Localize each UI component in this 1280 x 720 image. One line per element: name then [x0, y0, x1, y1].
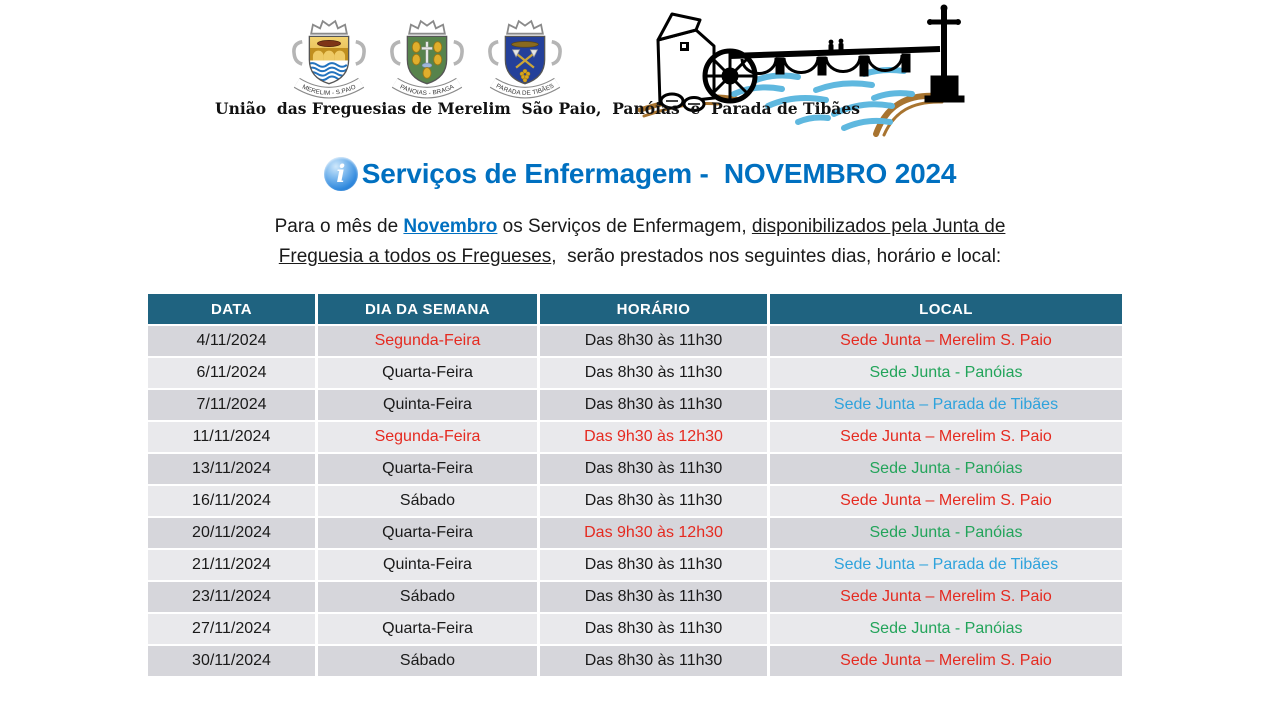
table-header-row [148, 294, 1122, 326]
cell-local: Sede Junta - Panóias [770, 358, 1122, 390]
cell-day: Sábado [318, 486, 540, 518]
cell-day: Quarta-Feira [318, 614, 540, 646]
cell-day: Quarta-Feira [318, 358, 540, 390]
table-row [148, 454, 1122, 486]
info-icon: i [324, 157, 358, 191]
cell-time: Das 8h30 às 11h30 [540, 646, 770, 678]
header [0, 0, 1280, 140]
intro-line-1: Para o mês de Novembro os Serviços de Enfermagem, disponibilizados pela Junta de [274, 216, 1006, 237]
crest-banner: PANOIAS - BRAGA [398, 83, 456, 97]
cell-local: Sede Junta – Merelim S. Paio [770, 422, 1122, 454]
cell-local: Sede Junta – Merelim S. Paio [770, 646, 1122, 678]
cell-date: 7/11/2024 [148, 390, 318, 422]
services-table-body [148, 326, 1122, 678]
table-row [148, 550, 1122, 582]
table-row [148, 326, 1122, 358]
cell-time: Das 8h30 às 11h30 [540, 358, 770, 390]
cell-day: Quarta-Feira [318, 454, 540, 486]
table-row [148, 422, 1122, 454]
parish-crests [282, 6, 572, 106]
cell-date: 27/11/2024 [148, 614, 318, 646]
cell-local: Sede Junta - Panóias [770, 518, 1122, 550]
table-row [148, 390, 1122, 422]
mill-bridge-illustration-icon [638, 2, 972, 140]
table-header-local: LOCAL [770, 294, 1122, 326]
cell-day: Sábado [318, 582, 540, 614]
cell-day: Segunda-Feira [318, 326, 540, 358]
cell-date: 4/11/2024 [148, 326, 318, 358]
title-row [0, 152, 1280, 196]
intro-line-2: Freguesia a todos os Fregueses, serão prestados nos seguintes dias, horário e local: [278, 246, 1002, 267]
cell-time: Das 9h30 às 12h30 [540, 518, 770, 550]
table-row [148, 582, 1122, 614]
cell-date: 6/11/2024 [148, 358, 318, 390]
crest-banner: PARADA DE TIBÃES [494, 82, 556, 97]
cell-time: Das 8h30 às 11h30 [540, 582, 770, 614]
cell-date: 11/11/2024 [148, 422, 318, 454]
mural-crown-icon [311, 21, 347, 34]
cell-time: Das 8h30 às 11h30 [540, 486, 770, 518]
cell-day: Sábado [318, 646, 540, 678]
cell-date: 21/11/2024 [148, 550, 318, 582]
cell-local: Sede Junta – Merelim S. Paio [770, 486, 1122, 518]
intro-paragraph [0, 212, 1280, 272]
cell-local: Sede Junta - Panóias [770, 454, 1122, 486]
mural-crown-icon [507, 21, 543, 34]
cell-date: 20/11/2024 [148, 518, 318, 550]
table-header-dia-da-semana: DIA DA SEMANA [318, 294, 540, 326]
cell-date: 23/11/2024 [148, 582, 318, 614]
underlined-phrase: disponibilizados pela Junta de [751, 216, 1006, 237]
org-name: União das Freguesias de Merelim São Paio, Panóias e Parada de Tibães [215, 99, 860, 118]
table-header-horario: HORÁRIO [540, 294, 770, 326]
crest-merelim-sao-paio-icon [282, 6, 376, 106]
cell-day: Segunda-Feira [318, 422, 540, 454]
cell-day: Quinta-Feira [318, 550, 540, 582]
table-header-data: DATA [148, 294, 318, 326]
mural-crown-icon [409, 21, 445, 34]
cell-time: Das 8h30 às 11h30 [540, 614, 770, 646]
crest-banner: MERELIM - S.PAIO [300, 83, 358, 97]
table-row [148, 614, 1122, 646]
cell-day: Quarta-Feira [318, 518, 540, 550]
cell-local: Sede Junta – Parada de Tibães [770, 390, 1122, 422]
cell-time: Das 9h30 às 12h30 [540, 422, 770, 454]
page-title: Serviços de Enfermagem - NOVEMBRO 2024 [361, 158, 957, 189]
crest-parada-de-tibaes-icon [478, 6, 572, 106]
cell-local: Sede Junta - Panóias [770, 614, 1122, 646]
cell-date: 30/11/2024 [148, 646, 318, 678]
cell-date: 13/11/2024 [148, 454, 318, 486]
novembro-highlight: Novembro [403, 216, 498, 237]
cell-day: Quinta-Feira [318, 390, 540, 422]
table-row [148, 358, 1122, 390]
cell-time: Das 8h30 às 11h30 [540, 390, 770, 422]
cell-time: Das 8h30 às 11h30 [540, 550, 770, 582]
cell-local: Sede Junta – Merelim S. Paio [770, 582, 1122, 614]
cell-local: Sede Junta – Parada de Tibães [770, 550, 1122, 582]
services-table [148, 294, 1122, 678]
cell-time: Das 8h30 às 11h30 [540, 454, 770, 486]
cell-local: Sede Junta – Merelim S. Paio [770, 326, 1122, 358]
cell-time: Das 8h30 às 11h30 [540, 326, 770, 358]
table-row [148, 486, 1122, 518]
table-row [148, 646, 1122, 678]
table-row [148, 518, 1122, 550]
cell-date: 16/11/2024 [148, 486, 318, 518]
underlined-phrase: Freguesia a todos os Fregueses [278, 246, 552, 267]
crest-panoias-icon [380, 6, 474, 106]
